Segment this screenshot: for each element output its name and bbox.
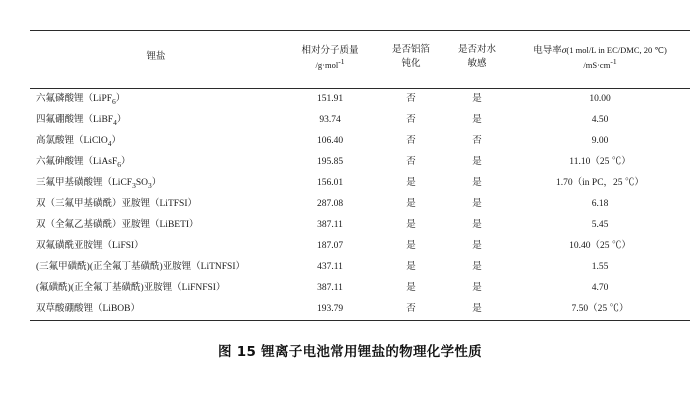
cell-salt-name: 双（三氟甲基磺酰）亚胺锂（LiTFSI）	[36, 199, 197, 210]
salt-name-tail2: ）	[151, 178, 162, 189]
cell-aluminum: 是	[406, 241, 416, 252]
cell-conductivity: 6.18	[591, 199, 609, 210]
cell-water: 是	[472, 157, 482, 168]
salt-name-text: 三氟甲基磺酸锂（LiCF	[36, 178, 133, 189]
cell-conductivity: 11.10（25 ℃）	[569, 157, 631, 168]
cell-water: 是	[472, 220, 482, 231]
cell-conductivity: 4.50	[591, 115, 609, 126]
cell-salt-name	[30, 173, 282, 194]
table-row	[30, 173, 690, 194]
column-header-water-sensitive	[444, 31, 510, 89]
table-row	[30, 278, 690, 299]
salt-name-tail: ）	[121, 157, 131, 168]
cell-aluminum: 否	[406, 94, 416, 105]
table-body	[30, 89, 690, 321]
column-header-water-line2: 敏感	[467, 59, 487, 69]
column-header-aluminum-passivation	[378, 31, 444, 89]
cell-salt-name: (氟磺酰)(正全氟丁基磺酰)亚胺锂（LiFNFSI）	[36, 283, 226, 294]
column-header-molar-mass-line1: 相对分子质量	[301, 45, 359, 56]
table-row	[30, 194, 690, 215]
cell-aluminum: 否	[378, 299, 444, 321]
column-header-conductivity-exp: -1	[610, 57, 617, 67]
column-header-molar-mass-exp: -1	[338, 56, 345, 66]
cell-water: 是	[472, 241, 482, 252]
cell-molar-mass: 187.07	[316, 241, 344, 252]
table-row	[30, 236, 690, 257]
table-row	[30, 152, 690, 173]
cell-water: 是	[444, 299, 510, 321]
cell-aluminum: 是	[406, 178, 416, 189]
cell-water: 是	[472, 94, 482, 105]
column-header-molar-mass-unit: /g·mol	[315, 59, 339, 70]
cell-conductivity: 7.50（25 ℃）	[510, 299, 690, 321]
cell-conductivity: 5.45	[591, 220, 609, 231]
column-header-molar-mass	[282, 31, 378, 89]
properties-table	[30, 30, 690, 321]
cell-aluminum: 是	[406, 283, 416, 294]
salt-name-text: 四氟硼酸锂（LiBF	[36, 115, 114, 126]
table-row	[30, 299, 690, 321]
cell-molar-mass: 106.40	[316, 136, 344, 147]
cell-conductivity: 10.00	[589, 94, 611, 105]
column-header-salt	[30, 31, 282, 89]
table-header-row	[30, 31, 690, 89]
column-header-conductivity-unit: /mS·cm	[583, 60, 611, 71]
column-header-aluminum-line1: 是否铝箔	[391, 45, 430, 56]
salt-name-text: 六氟砷酸锂（LiAsF	[36, 157, 118, 168]
cell-salt-name: (三氟甲磺酰)(正全氟丁基磺酰)亚胺锂（LiTNFSI）	[36, 262, 245, 273]
salt-name-sub: 3	[132, 181, 136, 191]
salt-name-tail: ）	[115, 94, 126, 105]
cell-water: 是	[472, 178, 482, 189]
cell-conductivity: 1.70（in PC，25 ℃）	[556, 178, 644, 189]
column-header-salt-label: 锂盐	[146, 52, 166, 63]
cell-conductivity: 10.40（25 ℃）	[569, 241, 631, 252]
column-header-conductivity-symbol: σ	[561, 46, 567, 57]
cell-water: 是	[472, 115, 482, 126]
salt-name-text: 六氟磷酸锂（LiPF	[36, 94, 113, 105]
column-header-aluminum-line2: 钝化	[401, 59, 421, 69]
cell-molar-mass: 151.91	[316, 94, 344, 105]
salt-name-sub: 4	[113, 118, 117, 128]
cell-molar-mass: 387.11	[317, 220, 343, 231]
cell-molar-mass: 287.08	[316, 199, 344, 210]
cell-molar-mass: 93.74	[319, 115, 341, 126]
cell-molar-mass: 193.79	[282, 299, 378, 321]
salt-name-tail: ）	[116, 115, 127, 126]
table-header	[30, 31, 690, 89]
cell-water: 否	[472, 136, 482, 147]
column-header-conductivity-line2	[512, 59, 688, 71]
table-row	[30, 131, 690, 152]
column-header-water-line1: 是否对水	[457, 45, 496, 56]
cell-salt-name	[30, 152, 282, 173]
table-row	[30, 89, 690, 111]
figure-caption: 图 15 锂离子电池常用锂盐的物理化学性质	[218, 344, 482, 360]
column-header-conductivity-condition: (1 mol/L in EC/DMC, 20 ℃)	[566, 45, 667, 56]
cell-salt-name: 双（全氟乙基磺酰）亚胺锂（LiBETI）	[36, 220, 199, 231]
cell-water: 是	[472, 199, 482, 210]
table-row	[30, 257, 690, 278]
salt-name-sub: 6	[117, 160, 122, 170]
salt-name-tail: ）	[111, 136, 122, 147]
cell-salt-name: 双氟磺酰亚胺锂（LiFSI）	[36, 241, 144, 252]
cell-molar-mass: 387.11	[317, 283, 343, 294]
properties-table-container	[30, 30, 670, 321]
cell-conductivity: 9.00	[591, 136, 609, 147]
cell-salt-name: 双草酸硼酸锂（LiBOB）	[30, 299, 282, 321]
cell-aluminum: 是	[406, 262, 416, 273]
salt-name-sub: 4	[107, 139, 112, 149]
salt-name-text: 高氯酸锂（LiClO	[36, 136, 108, 147]
salt-name-sub2: 3	[147, 181, 152, 191]
column-header-conductivity-label: 电导率	[533, 46, 562, 57]
cell-salt-name	[30, 89, 282, 111]
cell-salt-name	[30, 110, 282, 131]
cell-molar-mass: 195.85	[316, 157, 344, 168]
cell-water: 是	[472, 262, 482, 273]
table-row	[30, 110, 690, 131]
cell-aluminum: 是	[406, 199, 416, 210]
column-header-conductivity	[510, 31, 690, 89]
cell-aluminum: 否	[406, 136, 416, 147]
cell-salt-name	[30, 131, 282, 152]
cell-water: 是	[472, 283, 482, 294]
cell-conductivity: 4.70	[591, 283, 609, 294]
cell-aluminum: 否	[406, 115, 416, 126]
column-header-molar-mass-line2	[284, 56, 376, 71]
salt-name-sub: 6	[112, 97, 116, 107]
salt-name-tail: SO	[135, 178, 148, 189]
cell-conductivity: 1.55	[591, 262, 609, 273]
cell-aluminum: 是	[406, 220, 416, 231]
cell-molar-mass: 156.01	[316, 178, 344, 189]
table-row	[30, 215, 690, 236]
cell-aluminum: 否	[406, 157, 416, 168]
cell-molar-mass: 437.11	[317, 262, 343, 273]
